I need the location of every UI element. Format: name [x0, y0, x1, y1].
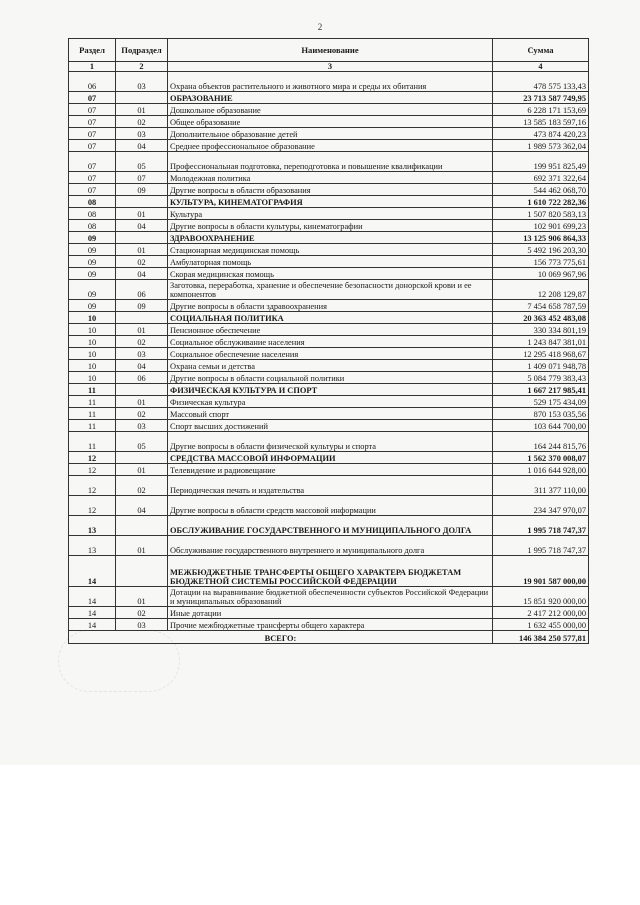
- section-code: 11: [69, 384, 116, 396]
- section-code: 07: [69, 184, 116, 196]
- subsection-code: 03: [116, 348, 168, 360]
- table-row: [69, 268, 589, 280]
- table-row: [69, 360, 589, 372]
- budget-table: [68, 38, 589, 644]
- item-name: Амбулаторная помощь: [168, 256, 493, 268]
- table-row: [69, 496, 589, 516]
- item-name: ФИЗИЧЕСКАЯ КУЛЬТУРА И СПОРТ: [168, 384, 493, 396]
- item-sum: 529 175 434,09: [493, 396, 589, 408]
- header-row: [69, 39, 589, 62]
- item-sum: 19 901 587 000,00: [493, 556, 589, 587]
- section-row: [69, 196, 589, 208]
- item-sum: 870 153 035,56: [493, 408, 589, 420]
- subsection-code: 01: [116, 104, 168, 116]
- subsection-code: 02: [116, 607, 168, 619]
- item-name: Социальное обслуживание населения: [168, 336, 493, 348]
- table-row: [69, 464, 589, 476]
- item-name: Заготовка, переработка, хранение и обеспечение безопасности донорской крови и ее компонентов: [168, 280, 493, 300]
- column-number: 3: [168, 62, 493, 72]
- column-number: 1: [69, 62, 116, 72]
- section-code: 11: [69, 408, 116, 420]
- table-row: [69, 348, 589, 360]
- table-row: [69, 104, 589, 116]
- subsection-code: 02: [116, 116, 168, 128]
- item-name: Другие вопросы в области здравоохранения: [168, 300, 493, 312]
- item-name: МЕЖБЮДЖЕТНЫЕ ТРАНСФЕРТЫ ОБЩЕГО ХАРАКТЕРА БЮДЖЕТАМ БЮДЖЕТНОЙ СИСТЕМЫ РОССИЙСКОЙ ФЕДЕРАЦИИ: [168, 556, 493, 587]
- table-row: [69, 300, 589, 312]
- section-row: [69, 92, 589, 104]
- item-sum: 15 851 920 000,00: [493, 587, 589, 607]
- section-code: 10: [69, 336, 116, 348]
- table-row: [69, 587, 589, 607]
- item-name: Другие вопросы в области образования: [168, 184, 493, 196]
- section-code: 09: [69, 268, 116, 280]
- subsection-code: 02: [116, 476, 168, 496]
- column-number: 4: [493, 62, 589, 72]
- section-code: 09: [69, 280, 116, 300]
- subsection-code: 01: [116, 587, 168, 607]
- item-sum: 311 377 110,00: [493, 476, 589, 496]
- item-sum: 199 951 825,49: [493, 152, 589, 172]
- subsection-code: 03: [116, 128, 168, 140]
- subsection-code: 01: [116, 536, 168, 556]
- item-sum: 164 244 815,76: [493, 432, 589, 452]
- subsection-code: 01: [116, 244, 168, 256]
- table-row: [69, 420, 589, 432]
- item-sum: 234 347 970,07: [493, 496, 589, 516]
- item-name: ОБРАЗОВАНИЕ: [168, 92, 493, 104]
- subsection-code: 03: [116, 420, 168, 432]
- table-row: [69, 220, 589, 232]
- subsection-code: 01: [116, 208, 168, 220]
- item-name: Профессиональная подготовка, переподготовка и повышение квалификации: [168, 152, 493, 172]
- item-name: ЗДРАВООХРАНЕНИЕ: [168, 232, 493, 244]
- item-sum: 478 575 133,43: [493, 72, 589, 92]
- item-sum: 1 507 820 583,13: [493, 208, 589, 220]
- item-sum: 1 409 071 948,78: [493, 360, 589, 372]
- section-code: 07: [69, 128, 116, 140]
- item-name: Скорая медицинская помощь: [168, 268, 493, 280]
- subsection-code: [116, 92, 168, 104]
- item-name: КУЛЬТУРА, КИНЕМАТОГРАФИЯ: [168, 196, 493, 208]
- item-sum: 13 125 906 864,33: [493, 232, 589, 244]
- section-code: 12: [69, 476, 116, 496]
- item-sum: 2 417 212 000,00: [493, 607, 589, 619]
- subsection-code: 01: [116, 324, 168, 336]
- item-name: Стационарная медицинская помощь: [168, 244, 493, 256]
- subsection-code: 04: [116, 496, 168, 516]
- item-sum: 6 228 171 153,69: [493, 104, 589, 116]
- section-code: 12: [69, 452, 116, 464]
- table-row: [69, 324, 589, 336]
- table-row: [69, 152, 589, 172]
- item-name: Другие вопросы в области культуры, кинематографии: [168, 220, 493, 232]
- section-code: 10: [69, 312, 116, 324]
- section-row: [69, 384, 589, 396]
- item-name: ОБСЛУЖИВАНИЕ ГОСУДАРСТВЕННОГО И МУНИЦИПАЛЬНОГО ДОЛГА: [168, 516, 493, 536]
- item-name: Иные дотации: [168, 607, 493, 619]
- item-sum: 102 901 699,23: [493, 220, 589, 232]
- item-name: Массовый спорт: [168, 408, 493, 420]
- section-row: [69, 556, 589, 587]
- table-row: [69, 336, 589, 348]
- section-code: 08: [69, 220, 116, 232]
- section-code: 13: [69, 536, 116, 556]
- section-code: 08: [69, 196, 116, 208]
- section-code: 10: [69, 372, 116, 384]
- table-row: [69, 619, 589, 631]
- section-code: 12: [69, 496, 116, 516]
- item-name: Охрана объектов растительного и животного мира и среды их обитания: [168, 72, 493, 92]
- section-code: 12: [69, 464, 116, 476]
- section-code: 06: [69, 72, 116, 92]
- table-row: [69, 607, 589, 619]
- item-sum: 13 585 183 597,16: [493, 116, 589, 128]
- item-sum: 1 995 718 747,37: [493, 536, 589, 556]
- item-sum: 23 713 587 749,95: [493, 92, 589, 104]
- subsection-code: 09: [116, 184, 168, 196]
- subsection-code: 03: [116, 72, 168, 92]
- section-code: 07: [69, 92, 116, 104]
- item-name: Пенсионное обеспечение: [168, 324, 493, 336]
- item-sum: 20 363 452 483,08: [493, 312, 589, 324]
- subsection-code: 04: [116, 140, 168, 152]
- item-sum: 330 334 801,19: [493, 324, 589, 336]
- section-code: 07: [69, 152, 116, 172]
- section-row: [69, 452, 589, 464]
- item-sum: 692 371 322,64: [493, 172, 589, 184]
- item-name: Культура: [168, 208, 493, 220]
- table-row: [69, 476, 589, 496]
- total-label: ВСЕГО:: [69, 631, 493, 644]
- subsection-code: [116, 516, 168, 536]
- section-row: [69, 232, 589, 244]
- section-code: 11: [69, 396, 116, 408]
- table-row: [69, 72, 589, 92]
- table-row: [69, 244, 589, 256]
- section-row: [69, 516, 589, 536]
- item-sum: 1 610 722 282,36: [493, 196, 589, 208]
- subsection-code: [116, 312, 168, 324]
- item-sum: 5 084 779 383,43: [493, 372, 589, 384]
- section-row: [69, 312, 589, 324]
- item-name: Социальное обеспечение населения: [168, 348, 493, 360]
- subsection-code: [116, 232, 168, 244]
- section-code: 09: [69, 256, 116, 268]
- item-sum: 1 562 370 008,07: [493, 452, 589, 464]
- item-name: Дотации на выравнивание бюджетной обеспеченности субъектов Российской Федерации и муниципальных образований: [168, 587, 493, 607]
- subsection-code: 01: [116, 464, 168, 476]
- total-row: [69, 631, 589, 644]
- table-row: [69, 432, 589, 452]
- item-name: Обслуживание государственного внутреннего и муниципального долга: [168, 536, 493, 556]
- item-sum: 5 492 196 203,30: [493, 244, 589, 256]
- item-sum: 156 773 775,61: [493, 256, 589, 268]
- subsection-code: 06: [116, 280, 168, 300]
- item-name: Молодежная политика: [168, 172, 493, 184]
- subsection-code: 01: [116, 396, 168, 408]
- table-row: [69, 116, 589, 128]
- header-section: Раздел: [69, 39, 116, 62]
- subsection-code: 03: [116, 619, 168, 631]
- item-name: Дошкольное образование: [168, 104, 493, 116]
- section-code: 10: [69, 360, 116, 372]
- table-row: [69, 184, 589, 196]
- section-code: 07: [69, 104, 116, 116]
- section-code: 08: [69, 208, 116, 220]
- item-name: Среднее профессиональное образование: [168, 140, 493, 152]
- subsection-code: [116, 384, 168, 396]
- table-row: [69, 128, 589, 140]
- subsection-code: [116, 556, 168, 587]
- total-sum: 146 384 250 577,81: [493, 631, 589, 644]
- item-name: Спорт высших достижений: [168, 420, 493, 432]
- item-name: Охрана семьи и детства: [168, 360, 493, 372]
- column-number: 2: [116, 62, 168, 72]
- header-name: Наименование: [168, 39, 493, 62]
- section-code: 14: [69, 619, 116, 631]
- item-name: Другие вопросы в области физической культуры и спорта: [168, 432, 493, 452]
- section-code: 07: [69, 172, 116, 184]
- item-sum: 1 995 718 747,37: [493, 516, 589, 536]
- section-code: 10: [69, 324, 116, 336]
- subsection-code: 09: [116, 300, 168, 312]
- item-name: Телевидение и радиовещание: [168, 464, 493, 476]
- section-code: 07: [69, 116, 116, 128]
- subsection-code: 02: [116, 256, 168, 268]
- item-name: Физическая культура: [168, 396, 493, 408]
- section-code: 07: [69, 140, 116, 152]
- table-row: [69, 372, 589, 384]
- item-sum: 473 874 420,23: [493, 128, 589, 140]
- item-sum: 7 454 658 787,59: [493, 300, 589, 312]
- section-code: 14: [69, 556, 116, 587]
- section-code: 11: [69, 432, 116, 452]
- subsection-code: 07: [116, 172, 168, 184]
- subsection-code: 06: [116, 372, 168, 384]
- item-sum: 1 632 455 000,00: [493, 619, 589, 631]
- table-row: [69, 140, 589, 152]
- subsection-code: 02: [116, 408, 168, 420]
- item-sum: 10 069 967,96: [493, 268, 589, 280]
- subsection-code: 05: [116, 432, 168, 452]
- subsection-code: [116, 196, 168, 208]
- item-name: Другие вопросы в области социальной политики: [168, 372, 493, 384]
- header-sum: Сумма: [493, 39, 589, 62]
- subsection-code: 04: [116, 360, 168, 372]
- section-code: 13: [69, 516, 116, 536]
- section-code: 09: [69, 300, 116, 312]
- subsection-code: 04: [116, 220, 168, 232]
- item-sum: 12 295 418 968,67: [493, 348, 589, 360]
- item-sum: 103 644 700,00: [493, 420, 589, 432]
- table-row: [69, 536, 589, 556]
- table-row: [69, 408, 589, 420]
- item-name: Другие вопросы в области средств массовой информации: [168, 496, 493, 516]
- subsection-code: [116, 452, 168, 464]
- item-name: Прочие межбюджетные трансферты общего характера: [168, 619, 493, 631]
- item-name: Дополнительное образование детей: [168, 128, 493, 140]
- column-numbers-row: [69, 62, 589, 72]
- page-number: 2: [317, 22, 323, 32]
- section-code: 14: [69, 607, 116, 619]
- item-name: Периодическая печать и издательства: [168, 476, 493, 496]
- section-code: 10: [69, 348, 116, 360]
- table-row: [69, 280, 589, 300]
- subsection-code: 02: [116, 336, 168, 348]
- item-name: СРЕДСТВА МАССОВОЙ ИНФОРМАЦИИ: [168, 452, 493, 464]
- section-code: 09: [69, 232, 116, 244]
- item-sum: 1 989 573 362,04: [493, 140, 589, 152]
- item-sum: 12 208 129,87: [493, 280, 589, 300]
- header-subsection: Подраздел: [116, 39, 168, 62]
- subsection-code: 04: [116, 268, 168, 280]
- item-sum: 544 462 068,70: [493, 184, 589, 196]
- table-row: [69, 208, 589, 220]
- table-row: [69, 256, 589, 268]
- section-code: 14: [69, 587, 116, 607]
- item-sum: 1 243 847 381,01: [493, 336, 589, 348]
- item-name: Общее образование: [168, 116, 493, 128]
- item-sum: 1 016 644 928,00: [493, 464, 589, 476]
- section-code: 11: [69, 420, 116, 432]
- section-code: 09: [69, 244, 116, 256]
- table-row: [69, 172, 589, 184]
- subsection-code: 05: [116, 152, 168, 172]
- table-row: [69, 396, 589, 408]
- item-sum: 1 667 217 985,41: [493, 384, 589, 396]
- item-name: СОЦИАЛЬНАЯ ПОЛИТИКА: [168, 312, 493, 324]
